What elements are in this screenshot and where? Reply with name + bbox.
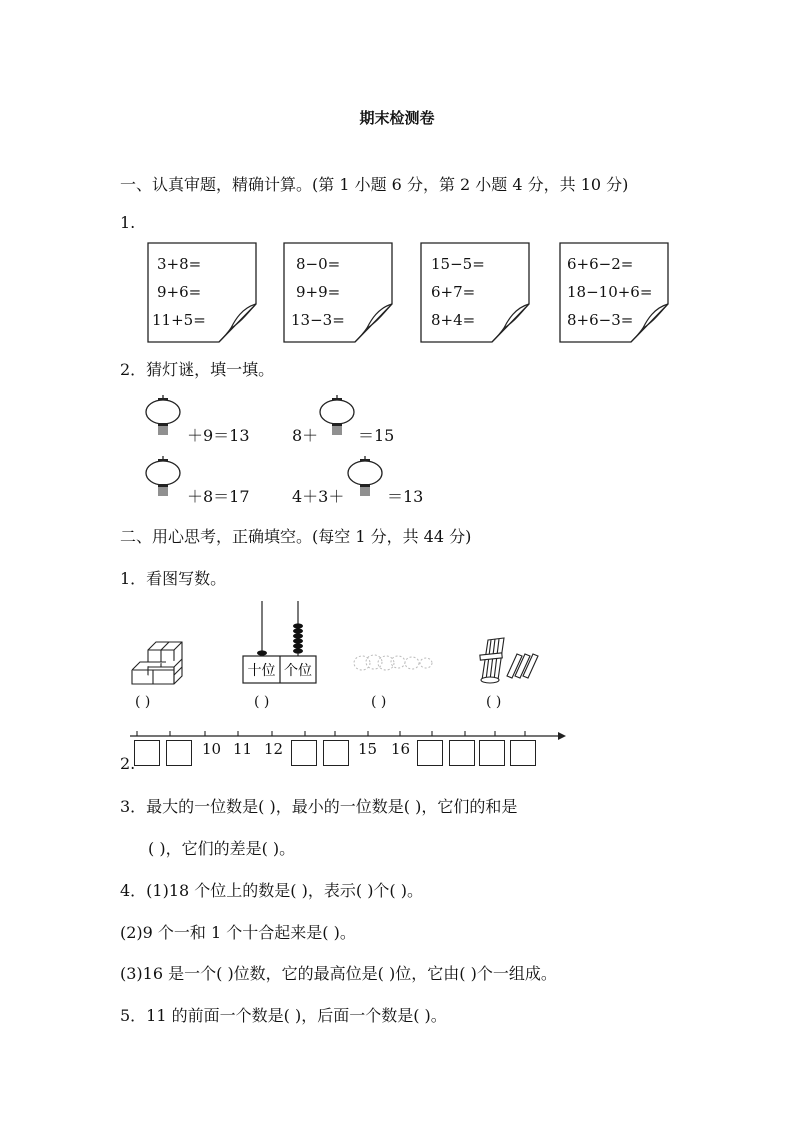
card-equation: 9+6=	[157, 283, 202, 301]
q2-label: 2．猜灯谜，填一填。	[120, 360, 275, 379]
riddle-equation: 8＋	[292, 426, 319, 445]
riddle-equation: ＝13	[387, 487, 424, 506]
lantern-icon	[319, 395, 359, 441]
cubes-picture	[130, 634, 188, 686]
section2-heading: 二、用心思考，正确填空。(每空 1 分，共 44 分)	[120, 527, 472, 546]
answer-paren: ( )	[254, 694, 270, 710]
answer-box[interactable]	[479, 740, 505, 766]
numberline-label: 10	[202, 740, 222, 758]
q3-line2: ( )，它们的差是( )。	[148, 839, 296, 858]
calc-card-1	[147, 242, 257, 342]
numberline-label: 15	[358, 740, 378, 758]
abacus-ones-label: 个位	[284, 663, 312, 679]
card-equation: 6+7=	[431, 283, 476, 301]
sticks-picture	[474, 634, 550, 686]
q1-label-2: 1．看图写数。	[120, 569, 227, 588]
beads-picture	[352, 652, 436, 674]
calc-card-2	[283, 242, 393, 342]
q4-part1: 4．(1)18 个位上的数是( )，表示( )个( )。	[120, 881, 424, 900]
q1-label: 1.	[120, 213, 136, 232]
card-equation: 3+8=	[157, 255, 202, 273]
answer-box[interactable]	[291, 740, 317, 766]
numberline-label: 16	[391, 740, 411, 758]
answer-box[interactable]	[449, 740, 475, 766]
abacus-picture	[242, 598, 318, 686]
q3-line1: 3．最大的一位数是( )，最小的一位数是( )，它们的和是	[120, 797, 518, 816]
section1-heading: 一、认真审题，精确计算。(第 1 小题 6 分，第 2 小题 4 分，共 10 分)	[120, 175, 629, 194]
q4-part3: (3)16 是一个( )位数，它的最高位是( )位，它由( )个一组成。	[120, 964, 557, 983]
riddle-equation: ＋8＝17	[187, 487, 250, 506]
q5: 5．11 的前面一个数是( )，后面一个数是( )。	[120, 1006, 447, 1025]
answer-box[interactable]	[323, 740, 349, 766]
card-equation: 18−10+6=	[567, 283, 653, 301]
answer-paren: ( )	[371, 694, 387, 710]
lantern-icon	[347, 456, 387, 502]
q2-label-2: 2.	[120, 754, 136, 773]
answer-box[interactable]	[166, 740, 192, 766]
answer-paren: ( )	[486, 694, 502, 710]
card-equation: 8+6−3=	[567, 311, 634, 329]
answer-box[interactable]	[134, 740, 160, 766]
numberline-label: 12	[264, 740, 284, 758]
riddle-equation: 4＋3＋	[292, 487, 345, 506]
card-equation: 13−3=	[291, 311, 345, 329]
lantern-icon	[145, 395, 185, 441]
riddle-equation: ＋9＝13	[187, 426, 250, 445]
q4-part2: (2)9 个一和 1 个十合起来是( )。	[120, 923, 356, 942]
answer-box[interactable]	[510, 740, 536, 766]
card-equation: 8+4=	[431, 311, 476, 329]
riddle-equation: ＝15	[358, 426, 395, 445]
page-title: 期末检测卷	[359, 109, 435, 127]
card-equation: 6+6−2=	[567, 255, 634, 273]
answer-box[interactable]	[417, 740, 443, 766]
card-equation: 11+5=	[152, 311, 206, 329]
abacus-tens-label: 十位	[247, 663, 276, 679]
answer-paren: ( )	[135, 694, 151, 710]
numberline-label: 11	[233, 740, 253, 758]
card-equation: 9+9=	[296, 283, 341, 301]
calc-card-3	[420, 242, 530, 342]
card-equation: 15−5=	[431, 255, 485, 273]
calc-card-4	[559, 242, 669, 342]
lantern-icon	[145, 456, 185, 502]
card-equation: 8−0=	[296, 255, 341, 273]
